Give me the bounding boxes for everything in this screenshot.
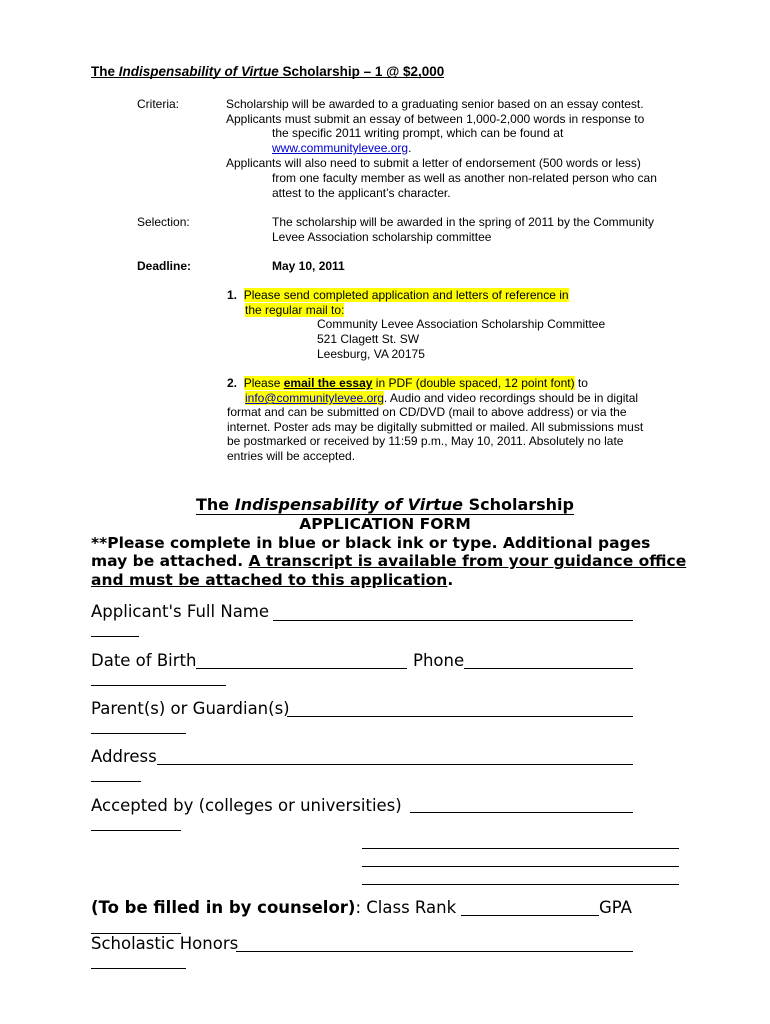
phone-field-cont[interactable] xyxy=(91,685,226,686)
dob-field[interactable] xyxy=(196,668,407,669)
counselor-row xyxy=(91,898,456,917)
honors-field-cont[interactable] xyxy=(91,968,186,969)
criteria-label: Criteria: xyxy=(137,97,180,111)
class-rank-field[interactable] xyxy=(461,915,599,916)
form-instruction-3-post: . xyxy=(447,571,454,589)
address-field-cont[interactable] xyxy=(91,781,141,782)
deadline-label: Deadline: xyxy=(137,259,192,273)
form-instruction-2 xyxy=(91,552,686,570)
phone-label: Phone xyxy=(413,651,465,670)
phone-field[interactable] xyxy=(464,668,633,669)
form-subtitle: APPLICATION FORM xyxy=(299,515,471,533)
accepted-label: Accepted by (colleges or universities) xyxy=(91,796,402,815)
form-title xyxy=(0,495,770,515)
step-2-pdf: in PDF (double spaced, 12 point font) xyxy=(372,376,575,390)
parents-field-cont[interactable] xyxy=(91,733,186,734)
honors-field[interactable] xyxy=(236,951,633,952)
criteria-line-4 xyxy=(272,141,411,156)
accepted-field-extra-1[interactable] xyxy=(362,848,679,849)
address-field[interactable] xyxy=(157,764,633,765)
step-2-please: Please xyxy=(243,376,284,390)
full-name-field-cont[interactable] xyxy=(91,636,139,637)
step-2-line-1 xyxy=(227,376,588,391)
header-italic: Indispensability of Virtue xyxy=(118,64,279,79)
form-title-italic: Indispensability of Virtue xyxy=(234,495,463,514)
parents-field[interactable] xyxy=(287,716,633,717)
selection-label: Selection: xyxy=(137,215,190,229)
selection-line-1: The scholarship will be awarded in the spring of 2011 by the Community xyxy=(272,215,654,229)
scholarship-header xyxy=(91,64,444,79)
form-title-pre: The xyxy=(196,495,235,514)
deadline-value: May 10, 2011 xyxy=(272,259,345,273)
address-line-1: Community Levee Association Scholarship Committee xyxy=(317,317,606,331)
form-title-post: Scholarship xyxy=(463,495,574,514)
form-instruction-2-pre: may be attached. xyxy=(91,552,249,570)
transcript-note-2: and must be attached to this application xyxy=(91,571,448,589)
step-1-text-2: the regular mail to: xyxy=(245,303,345,317)
full-name-field[interactable] xyxy=(273,620,633,621)
step-1-number: 1. xyxy=(227,288,238,302)
selection-line-2: Levee Association scholarship committee xyxy=(272,230,492,244)
email-the-essay: email the essay xyxy=(283,376,373,390)
link-tail: . xyxy=(408,141,412,155)
step-2-number: 2. xyxy=(227,376,238,390)
header-pre: The xyxy=(91,64,119,79)
counselor-label: (To be filled in by counselor) xyxy=(91,898,356,917)
form-instruction-1: **Please complete in blue or black ink or type. Additional pages xyxy=(91,534,651,552)
step-1-line-2 xyxy=(245,303,344,318)
criteria-line-3: the specific 2011 writing prompt, which can be found at xyxy=(272,126,564,140)
step-2-line-2 xyxy=(245,391,638,406)
criteria-line-2: Applicants must submit an essay of between 1,000-2,000 words in response to xyxy=(226,112,645,126)
criteria-line-1: Scholarship will be awarded to a graduating senior based on an essay contest. xyxy=(226,97,644,111)
criteria-line-6: from one faculty member as well as another non-related person who can xyxy=(272,171,657,185)
dob-label: Date of Birth xyxy=(91,651,197,670)
address-label: Address xyxy=(91,747,157,766)
header-post: Scholarship – 1 @ $2,000 xyxy=(278,64,445,79)
website-link[interactable]: www.communitylevee.org xyxy=(272,141,409,155)
gpa-label: GPA xyxy=(599,898,632,917)
class-rank-label: : Class Rank xyxy=(355,898,457,917)
step-2-l2-tail: . Audio and video recordings should be in digital xyxy=(383,391,639,405)
parents-label: Parent(s) or Guardian(s) xyxy=(91,699,290,718)
accepted-field-extra-2[interactable] xyxy=(362,866,679,867)
criteria-line-7: attest to the applicant’s character. xyxy=(272,186,451,200)
criteria-line-5: Applicants will also need to submit a letter of endorsement (500 words or less) xyxy=(226,156,641,170)
address-line-3: Leesburg, VA 20175 xyxy=(317,347,425,361)
step-2-line-5: be postmarked or received by 11:59 p.m., May 10, 2011. Absolutely no late xyxy=(227,434,624,448)
step-1-line-1 xyxy=(227,288,569,303)
email-link[interactable]: info@communitylevee.org xyxy=(245,391,384,405)
step-1-text-1: Please send completed application and letters of reference in xyxy=(243,288,569,302)
step-2-line-3: format and can be submitted on CD/DVD (mail to above address) or via the xyxy=(227,405,627,419)
step-2-line-6: entries will be accepted. xyxy=(227,449,356,463)
transcript-note: A transcript is available from your guidance office xyxy=(248,552,687,570)
honors-label: Scholastic Honors xyxy=(91,934,239,953)
form-instruction-3 xyxy=(91,571,453,589)
full-name-label: Applicant's Full Name xyxy=(91,602,270,621)
step-2-line-4: internet. Poster ads may be digitally submitted or mailed. All submissions must xyxy=(227,420,644,434)
accepted-field-cont[interactable] xyxy=(91,830,181,831)
accepted-field[interactable] xyxy=(410,812,633,813)
address-line-2: 521 Clagett St. SW xyxy=(317,332,420,346)
step-2-to: to xyxy=(574,376,588,390)
accepted-field-extra-3[interactable] xyxy=(362,884,679,885)
